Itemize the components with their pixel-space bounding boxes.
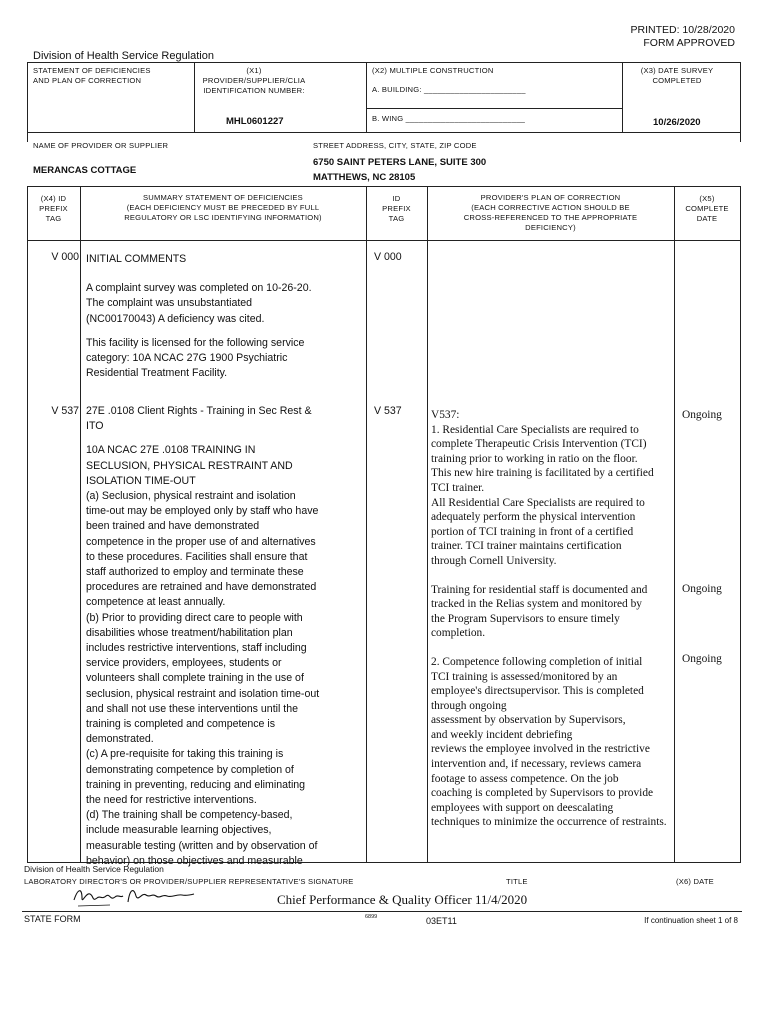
divider-building-wing [366,108,622,109]
rule-text-line: training in preventing, reducing and eliminating [86,778,306,791]
form-status: FORM APPROVED [643,37,735,49]
rule-text-line: measurable testing (written and by observation of [86,839,318,852]
rule-text-line: (a) Seclusion, physical restraint and isolation [86,490,296,503]
page-header-right [631,24,735,50]
rule-text-line: demonstrated. [86,733,154,746]
plan-text-line: through Cornell University. [431,554,557,567]
form-code: 6899 [365,914,378,920]
form-top-border [27,62,741,63]
provider-name: MERANCAS COTTAGE [33,165,137,176]
rule-text-line: behavior) on those objectives and measurable [86,854,303,867]
plan-text-line: This new hire training is facilitated by a certified [431,467,654,480]
col-divider-1 [80,186,81,862]
rule-text-line: time-out may be employed only by staff who have [86,505,319,518]
state-form-label: STATE FORM [24,914,81,924]
plan-text-line: trainer. TCI trainer maintains certification [431,540,622,553]
date-label: (X6) DATE [676,877,714,886]
plan-text-line: portion of TCI training in front of a certified [431,525,634,538]
plan-text-line: 2. Competence following completion of initial [431,655,643,668]
col-header-summary: SUMMARY STATEMENT OF DEFICIENCIES (EACH DEFICIENCY MUST BE PRECEDED BY FULL REGULATORY OR LSC IDENTIFYING INFORMATION) [124,193,322,222]
event-id: 03ET11 [426,916,457,926]
rule-text-line: ISOLATION TIME-OUT [86,474,196,487]
plan-text-line: training prior to working in ratio on the floor. [431,452,638,465]
continuation-sheet: If continuation sheet 1 of 8 [644,916,738,925]
completion-date-3: Ongoing [682,653,722,665]
x3-label: (X3) DATE SURVEY COMPLETED [640,66,714,85]
col-header-x4: (X4) ID PREFIX TAG [39,194,68,223]
address-line-2: MATTHEWS, NC 28105 [313,172,416,183]
plan-text-line: intervention and, if necessary, reviews camera [431,758,642,771]
plan-text-line: TCI training is assessed/monitored by an [431,670,618,683]
footer-division: Division of Health Service Regulation [24,864,164,874]
table-left-border [27,186,28,862]
rule-text-line: (d) The training shall be competency-based, [86,809,293,822]
plan-text-line: employee's directsupervisor. This is completed [431,685,644,698]
plan-text-line: adequately perform the physical intervention [431,511,636,524]
rule-text-line: competence at least annually. [86,596,226,609]
signer-title: Chief Performance & Quality Officer 11/4/2020 [277,892,528,907]
plan-text-line: reviews the employee involved in the restrictive [431,743,650,756]
building-label: A. BUILDING: _______________________ [372,85,526,94]
rule-text-line: SECLUSION, PHYSICAL RESTRAINT AND [86,459,293,472]
rule-text-line: been trained and have demonstrated [86,520,260,533]
v000-title: INITIAL COMMENTS [86,253,187,265]
provider-id-value: MHL0601227 [226,116,284,127]
plan-text-line: tracked in the Relias system and monitored by [431,598,642,611]
plan-text-line: coaching is completed by Supervisors to provide [431,787,654,800]
division-title: Division of Health Service Regulation [33,50,214,62]
plan-text-line: Training for residential staff is documented and [431,583,648,596]
form-left-border [27,62,28,142]
rule-text-line: demonstrating competence by completion of [86,763,294,776]
divider-provider-row [27,132,741,133]
v537-rule-text [86,443,364,869]
title-label: TITLE [506,877,528,886]
plan-text-line: 1. Residential Care Specialists are required to [431,423,639,436]
v537-title-line: 27E .0108 Client Rights - Training in Sec Rest & [86,405,312,417]
plan-text-line: footage to assess competence. On the job [431,772,619,785]
col-header-plan: PROVIDER'S PLAN OF CORRECTION (EACH CORRECTIVE ACTION SHOULD BE CROSS-REFERENCED TO THE APPROPRIATE DEFICIENCY) [463,193,638,232]
rule-text-line: to these procedures. Facilities shall ensure that [86,550,308,563]
rule-text-line: volunteers shall complete training in the use of [86,672,304,685]
v000-summary: INITIAL COMMENTS A complaint survey was completed on 10-26-20. The complaint was unsubstantiated (NC00170043) A deficiency was cited. This facility is licensed for the following service category: 10A NCAC 27G 1900 Psychiatric Residential Treatment Facility. [86,252,364,381]
rule-text-line: seclusion, physical restraint and isolation time-out [86,687,320,700]
rule-text-line: the need for restrictive interventions. [86,794,257,807]
rule-text-line: (b) Prior to providing direct care to people with [86,611,303,624]
wing-label: B. WING ___________________________ [372,114,526,123]
x2-label: (X2) MULTIPLE CONSTRUCTION [372,66,494,75]
v537-plan-of-correction [431,408,681,830]
plan-text-line: through ongoing [431,699,507,712]
plan-block-1 [431,408,681,569]
rule-text-line: and shall not use these interventions until the [86,702,299,715]
col-divider-3 [427,186,428,862]
plan-text-line: assessment by observation by Supervisors, [431,714,626,727]
plan-text-line: employees with support on deescalating [431,801,614,814]
rule-text-line: (c) A pre-requisite for taking this training is [86,748,284,761]
completion-date-1: Ongoing [682,409,722,421]
rule-text-line: include measurable learning objectives, [86,824,272,837]
rule-text-line: staff authorized to employ and terminate these [86,566,304,579]
plan-text-line: techniques to minimize the occurrence of restraints. [431,816,667,829]
table-right-border [740,186,741,862]
rule-text-line: disabilities whose treatment/habilitation plan [86,626,293,639]
plan-block-3 [431,655,681,830]
rule-text-line: service providers, employees, students or [86,657,282,670]
col-header-x5: (X5) COMPLETE DATE [685,194,729,223]
plan-text-line: completion. [431,627,486,640]
rule-text-line: competence in the proper use of and alternatives [86,535,316,548]
table-header-bottom [27,240,741,241]
divider-x2 [366,62,367,132]
rule-text-line: procedures are retrained and have demonstrated [86,581,317,594]
footer-rule [22,911,742,912]
plan-text-line: TCI trainer. [431,481,485,494]
v537-id-tag: V 537 [374,405,402,417]
address-label: STREET ADDRESS, CITY, STATE, ZIP CODE [313,141,477,150]
form-right-border [740,62,741,142]
provider-name-label: NAME OF PROVIDER OR SUPPLIER [33,141,169,150]
v537-summary [86,404,364,869]
v537-prefix-tag: V 537 [51,405,79,417]
v537-title-line: ITO [86,420,104,433]
x1-label: (X1) PROVIDER/SUPPLIER/CLIA IDENTIFICATION NUMBER: [202,66,306,95]
survey-date-value: 10/26/2020 [653,117,701,128]
handwritten-signature [70,884,200,910]
col-divider-2 [366,186,367,862]
v000-prefix-tag: V 000 [51,251,79,263]
signature-label: LABORATORY DIRECTOR'S OR PROVIDER/SUPPLIER REPRESENTATIVE'S SIGNATURE [24,877,354,886]
plan-text-line: All Residential Care Specialists are required to [431,496,645,509]
rule-text-line: includes restrictive interventions, staff including [86,642,307,655]
plan-text-line: and weekly incident debriefing [431,728,573,741]
rule-text-line: 10A NCAC 27E .0108 TRAINING IN [86,444,256,457]
rule-text-line: training is completed and competence is [86,718,276,731]
plan-text-line: complete Therapeutic Crisis Intervention (TCI) [431,438,647,451]
col-header-id: ID PREFIX TAG [382,194,411,223]
printed-date: PRINTED: 10/28/2020 [630,24,735,36]
address-line-1: 6750 SAINT PETERS LANE, SUITE 300 [313,157,487,168]
v000-id-tag: V 000 [374,251,402,263]
completion-date-2: Ongoing [682,583,722,595]
plan-text-line: the Program Supervisors to ensure timely [431,612,620,625]
table-top-border [27,186,741,187]
plan-text-line: V537: [431,409,460,421]
plan-block-2 [431,583,681,641]
statement-label: STATEMENT OF DEFICIENCIES AND PLAN OF CORRECTION [33,66,151,85]
